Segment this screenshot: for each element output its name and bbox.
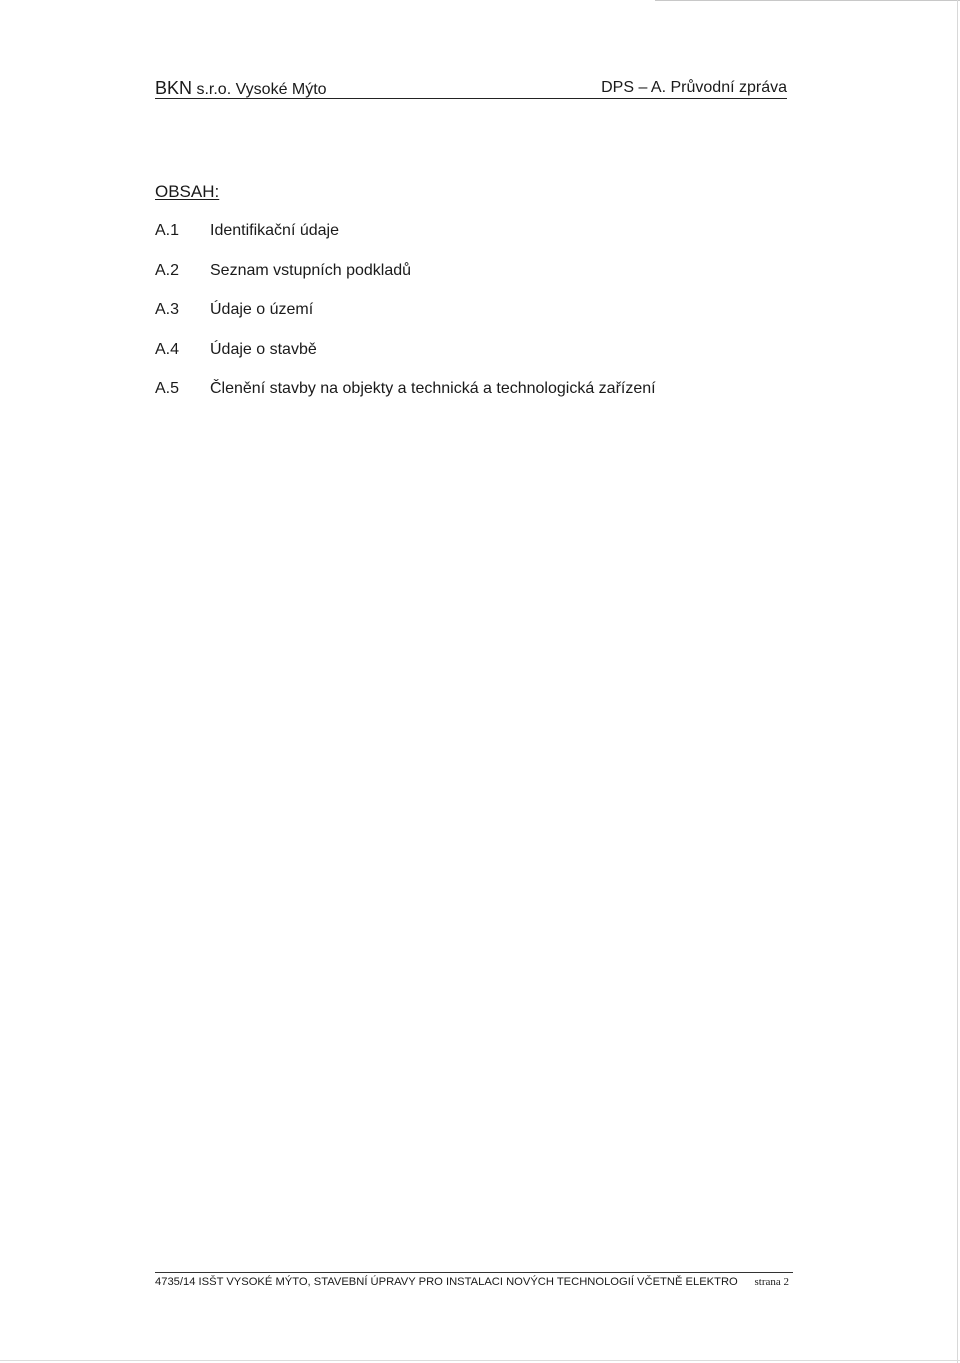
header-document-section: DPS – A. Průvodní zpráva [601, 79, 787, 96]
footer-page-number: strana 2 [754, 1276, 789, 1288]
page-footer [155, 1272, 793, 1291]
page-header [155, 78, 787, 99]
toc-item-number: A.5 [155, 380, 180, 397]
toc-item-text: Údaje o území [210, 301, 314, 318]
toc-item-text: Identifikační údaje [210, 222, 339, 239]
toc-item-number: A.1 [155, 222, 180, 239]
toc-item-text: Údaje o stavbě [210, 340, 317, 358]
scan-edge-top [655, 0, 960, 1]
header-company [155, 78, 327, 100]
scan-edge-bottom [0, 1360, 960, 1361]
footer-project-title: 4735/14 ISŠT VYSOKÉ MÝTO, STAVEBNÍ ÚPRAVY PRO INSTALACI NOVÝCH TECHNOLOGIÍ VČETNĚ ELEKTRO [155, 1276, 738, 1288]
header-company-strong: BKN [155, 78, 193, 98]
toc-item-text: Seznam vstupních podkladů [210, 261, 412, 279]
header-company-rest: s.r.o. Vysoké Mýto [192, 81, 327, 98]
toc-item-number: A.4 [155, 340, 180, 358]
toc-item-number: A.2 [155, 261, 180, 279]
toc-title: OBSAH: [155, 182, 220, 201]
toc-item-text: Členění stavby na objekty a technická a technologická zařízení [210, 380, 656, 397]
toc-item-number: A.3 [155, 301, 180, 318]
scan-edge-right [957, 0, 958, 1363]
